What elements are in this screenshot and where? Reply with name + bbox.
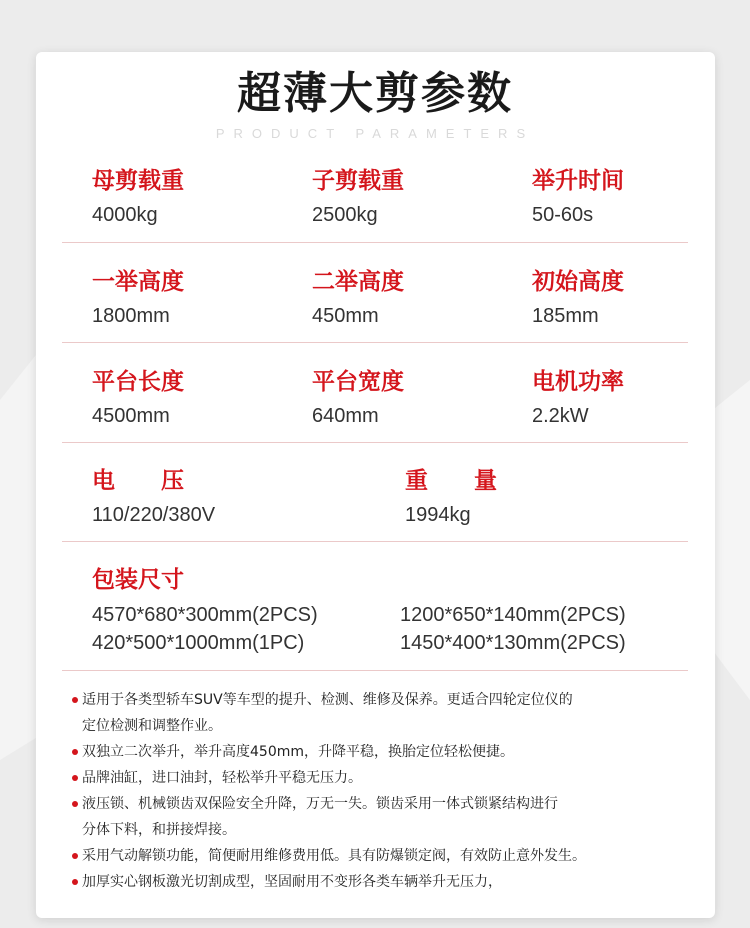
spec-value: 2.2kW (532, 405, 589, 427)
list-item (72, 687, 692, 739)
spec-value: 640mm (312, 405, 379, 427)
spec-motor-power (532, 367, 624, 429)
feature-text: 双独立二次举升，举升高度450mm，升降平稳，换胎定位轻松便捷。 (82, 744, 514, 760)
list-item (72, 765, 692, 791)
spec-first-lift-height (92, 267, 184, 329)
spec-value: 4500mm (92, 405, 170, 427)
feature-list (72, 687, 692, 895)
spec-voltage (92, 466, 215, 528)
spec-lift-time (532, 166, 624, 228)
spec-label: 二举高度 (312, 269, 404, 295)
spec-label: 初始高度 (532, 269, 624, 295)
packing-size-1: 4570*680*300mm(2PCS) (92, 604, 318, 626)
spec-second-lift-height (312, 267, 404, 329)
bullet-icon (72, 775, 78, 781)
spec-label: 重 量 (405, 468, 497, 494)
spec-label: 电机功率 (532, 369, 624, 395)
spec-value: 185mm (532, 305, 599, 327)
feature-text: 适用于各类型轿车SUV等车型的提升、检测、维修及保养。更适合四轮定位仪的 定位检测和调整作业。 (82, 692, 573, 734)
spec-platform-length (92, 367, 184, 429)
list-item (72, 739, 692, 765)
spec-value: 4000kg (92, 204, 158, 226)
bullet-icon (72, 749, 78, 755)
feature-text: 液压锁、机械锁齿双保险安全升降，万无一失。锁齿采用一体式锁紧结构进行 分体下料，和拼接焊接。 (82, 796, 558, 838)
packing-size-2: 1200*650*140mm(2PCS) (400, 604, 626, 626)
list-item (72, 869, 692, 895)
feature-text: 品牌油缸，进口油封，轻松举升平稳无压力。 (82, 770, 362, 786)
spec-value: 2500kg (312, 204, 378, 226)
spec-initial-height (532, 267, 624, 329)
divider (62, 541, 688, 542)
packing-section (92, 565, 184, 595)
divider (62, 442, 688, 443)
list-item (72, 791, 692, 843)
spec-label: 电 压 (92, 468, 184, 494)
spec-label: 母剪载重 (92, 168, 184, 194)
spec-value: 1800mm (92, 305, 170, 327)
bullet-icon (72, 879, 78, 885)
feature-text: 采用气动解锁功能，简便耐用维修费用低。具有防爆锁定阀，有效防止意外发生。 (82, 848, 586, 864)
divider (62, 342, 688, 343)
packing-label: 包装尺寸 (92, 567, 184, 593)
spec-label: 平台长度 (92, 369, 184, 395)
list-item (72, 843, 692, 869)
spec-value: 50-60s (532, 204, 594, 226)
bullet-icon (72, 853, 78, 859)
page-title: 超薄大剪参数 (237, 68, 513, 119)
spec-mother-load (92, 166, 184, 228)
spec-platform-width (312, 367, 404, 429)
spec-label: 举升时间 (532, 168, 624, 194)
spec-child-load (312, 166, 404, 228)
packing-size-3: 420*500*1000mm(1PC) (92, 632, 305, 654)
divider (62, 242, 688, 243)
spec-weight (405, 466, 497, 528)
spec-value: 1994kg (405, 504, 471, 526)
spec-label: 平台宽度 (312, 369, 404, 395)
spec-value: 450mm (312, 305, 379, 327)
feature-text: 加厚实心钢板激光切割成型，坚固耐用不变形各类车辆举升无压力， (82, 874, 502, 890)
page-subtitle: PRODUCT PARAMETERS (215, 126, 535, 141)
bullet-icon (72, 801, 78, 807)
spec-label: 子剪载重 (312, 168, 404, 194)
spec-label: 一举高度 (92, 269, 184, 295)
divider (62, 670, 688, 671)
bullet-icon (72, 697, 78, 703)
spec-value: 110/220/380V (92, 504, 216, 526)
packing-size-4: 1450*400*130mm(2PCS) (400, 632, 626, 654)
